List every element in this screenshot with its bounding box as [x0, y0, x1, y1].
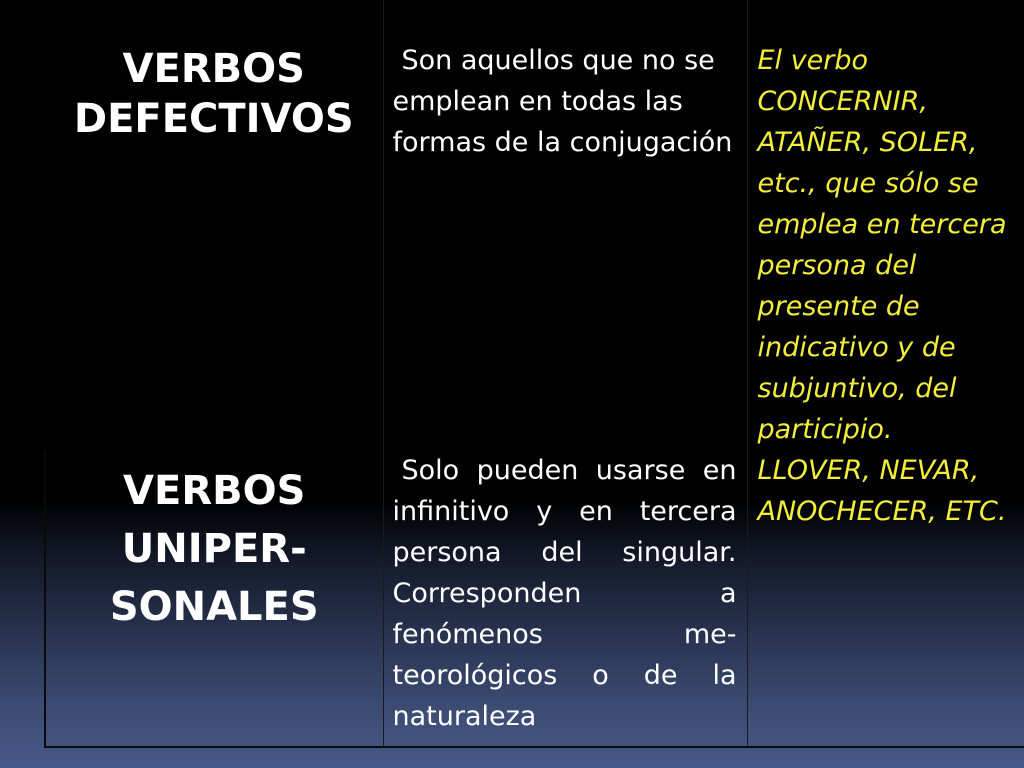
term-line: UNIPER- [121, 526, 307, 572]
table-row-defectivos [45, 0, 1024, 450]
table-row-unipersonales [45, 450, 1024, 747]
example-text: El verbo CONCERNIR, ATAÑER, SOLER, etc., que sólo se emplea en tercera persona del presente de indicativo y de subjuntivo, del participio. [757, 45, 1007, 445]
example-cell [747, 450, 1024, 747]
term-cell [45, 450, 383, 747]
definition-content: Solo pueden usarse en infinitivo y en tercera persona del singular. Corresponden a fenómenos me-teorológicos o de la naturaleza [392, 455, 737, 732]
definition-cell [383, 0, 747, 450]
term-line: SONALES [109, 584, 319, 630]
term-heading [45, 0, 383, 144]
definition-cell [383, 450, 747, 747]
example-cell [747, 0, 1024, 450]
term-line: DEFECTIVOS [73, 96, 354, 142]
term-heading [46, 450, 383, 636]
definition-content: Son aquellos que no se emplean en todas las formas de la conjugación [392, 45, 733, 158]
term-cell [45, 0, 383, 450]
example-text: LLOVER, NEVAR, ANOCHECER, ETC. [757, 455, 1007, 527]
definition-text [384, 450, 747, 737]
verb-types-table [44, 0, 1024, 748]
term-line: VERBOS [122, 46, 305, 92]
definition-text [384, 0, 747, 163]
term-line: VERBOS [123, 468, 306, 514]
